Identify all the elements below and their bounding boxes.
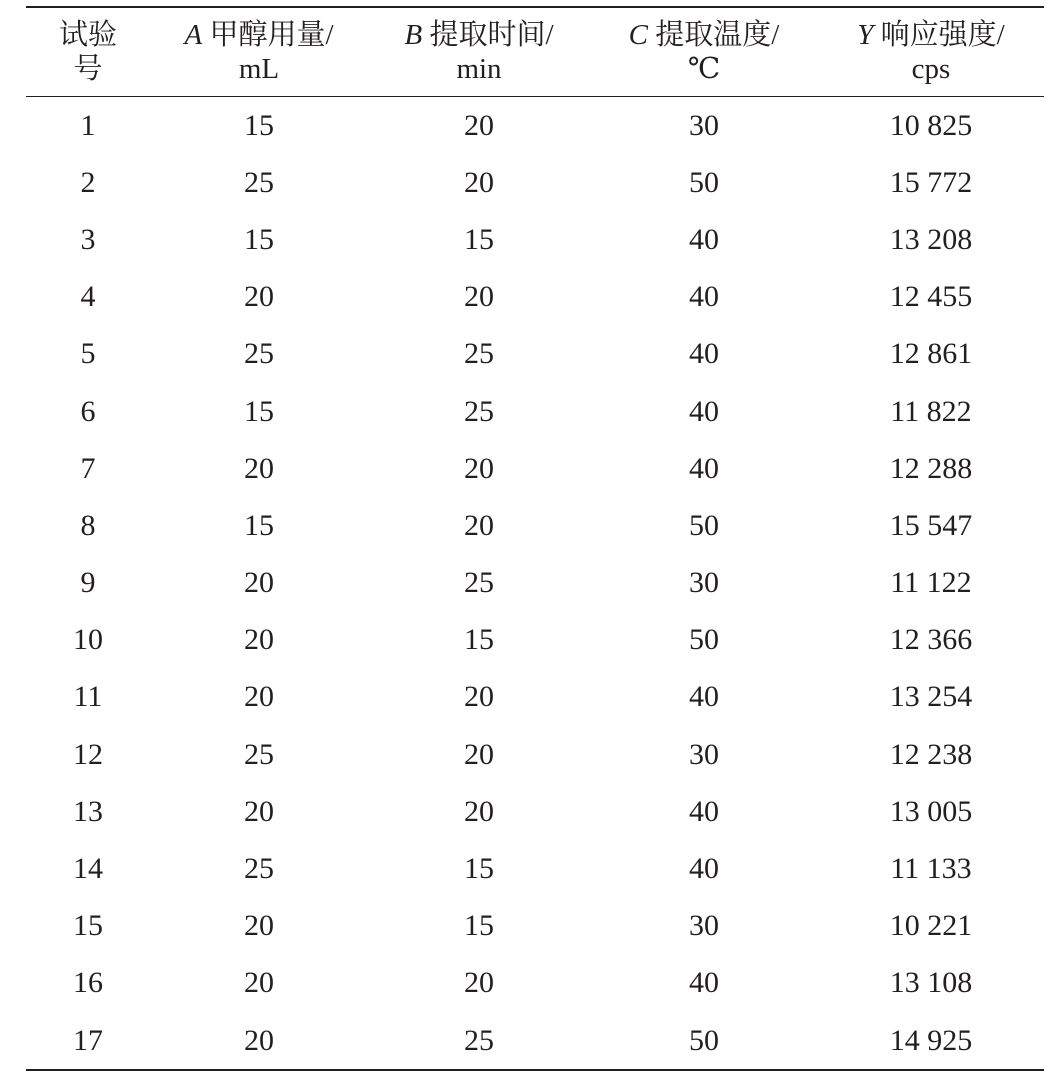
- cell-response-intensity: 13 108: [889, 966, 973, 1000]
- header-name: 提取温度/: [655, 19, 780, 51]
- header-extraction-time: [368, 7, 590, 97]
- cell-trial-number: 3: [80, 222, 96, 256]
- table-row: [26, 383, 1044, 440]
- experiment-table-container: [26, 6, 1044, 1071]
- header-trial-number: [26, 7, 150, 97]
- cell-trial-number: 5: [80, 337, 96, 371]
- cell-extraction-time: 20: [464, 966, 494, 1000]
- cell-trial-number: 7: [80, 451, 96, 485]
- cell-extraction-temperature: 30: [689, 108, 719, 142]
- cell-methanol-volume: 20: [244, 623, 274, 657]
- cell-extraction-temperature: 40: [689, 966, 719, 1000]
- cell-response-intensity: 10 825: [889, 108, 973, 142]
- table-row: [26, 211, 1044, 268]
- cell-extraction-temperature: 40: [689, 280, 719, 314]
- table-row: [26, 555, 1044, 612]
- cell-methanol-volume: 20: [244, 280, 274, 314]
- cell-response-intensity: 11 133: [890, 852, 972, 886]
- header-label: [368, 18, 590, 52]
- cell-extraction-temperature: 40: [689, 852, 719, 886]
- cell-trial-number: 15: [73, 909, 103, 943]
- header-label: [818, 18, 1044, 52]
- table-body: [26, 97, 1044, 1071]
- table-row: [26, 154, 1044, 211]
- cell-methanol-volume: 25: [244, 737, 274, 771]
- header-unit: 号: [73, 53, 103, 85]
- cell-response-intensity: 11 822: [890, 394, 972, 428]
- cell-extraction-temperature: 40: [689, 680, 719, 714]
- header-label: [150, 18, 368, 52]
- cell-extraction-time: 25: [464, 1023, 494, 1057]
- cell-extraction-time: 20: [464, 280, 494, 314]
- cell-methanol-volume: 15: [244, 222, 274, 256]
- table-row: [26, 612, 1044, 669]
- cell-trial-number: 12: [73, 737, 103, 771]
- cell-response-intensity: 13 005: [889, 794, 973, 828]
- cell-response-intensity: 12 366: [889, 623, 973, 657]
- cell-extraction-temperature: 40: [689, 794, 719, 828]
- header-variable: C: [628, 19, 649, 51]
- cell-trial-number: 1: [80, 108, 96, 142]
- cell-extraction-time: 25: [464, 566, 494, 600]
- cell-extraction-temperature: 40: [689, 451, 719, 485]
- cell-extraction-time: 20: [464, 108, 494, 142]
- table-header: [26, 7, 1044, 97]
- cell-extraction-time: 15: [464, 852, 494, 886]
- cell-methanol-volume: 20: [244, 794, 274, 828]
- cell-methanol-volume: 20: [244, 566, 274, 600]
- cell-extraction-time: 25: [464, 394, 494, 428]
- cell-response-intensity: 13 254: [889, 680, 973, 714]
- cell-methanol-volume: 25: [244, 337, 274, 371]
- cell-extraction-temperature: 40: [689, 222, 719, 256]
- header-extraction-temperature: [590, 7, 818, 97]
- cell-extraction-time: 25: [464, 337, 494, 371]
- header-methanol-volume: [150, 7, 368, 97]
- cell-methanol-volume: 20: [244, 1023, 274, 1057]
- cell-response-intensity: 14 925: [889, 1023, 973, 1057]
- cell-response-intensity: 12 861: [889, 337, 973, 371]
- header-label: [26, 18, 150, 52]
- table-row: [26, 783, 1044, 840]
- cell-trial-number: 16: [73, 966, 103, 1000]
- table-row: [26, 669, 1044, 726]
- header-response-intensity: [818, 7, 1044, 97]
- cell-trial-number: 8: [80, 508, 96, 542]
- cell-methanol-volume: 20: [244, 966, 274, 1000]
- experiment-design-table: [26, 6, 1044, 1071]
- cell-methanol-volume: 15: [244, 394, 274, 428]
- header-name: 甲醇用量/: [209, 19, 334, 51]
- table-row: [26, 497, 1044, 554]
- cell-extraction-time: 15: [464, 623, 494, 657]
- cell-extraction-temperature: 30: [689, 737, 719, 771]
- cell-response-intensity: 12 288: [889, 451, 973, 485]
- cell-extraction-time: 20: [464, 737, 494, 771]
- cell-methanol-volume: 25: [244, 852, 274, 886]
- cell-response-intensity: 12 238: [889, 737, 973, 771]
- header-variable: Y: [857, 19, 874, 51]
- table-row: [26, 1012, 1044, 1070]
- header-unit: cps: [911, 53, 951, 85]
- cell-response-intensity: 15 772: [889, 165, 973, 199]
- cell-trial-number: 9: [80, 566, 96, 600]
- cell-extraction-temperature: 40: [689, 337, 719, 371]
- cell-extraction-temperature: 50: [689, 165, 719, 199]
- cell-methanol-volume: 15: [244, 108, 274, 142]
- header-unit: min: [456, 53, 502, 85]
- header-variable: A: [184, 19, 203, 51]
- cell-extraction-time: 20: [464, 794, 494, 828]
- cell-methanol-volume: 20: [244, 451, 274, 485]
- cell-response-intensity: 12 455: [889, 280, 973, 314]
- cell-trial-number: 4: [80, 280, 96, 314]
- cell-response-intensity: 11 122: [890, 566, 972, 600]
- cell-extraction-temperature: 30: [689, 566, 719, 600]
- header-name: 响应强度/: [880, 19, 1005, 51]
- cell-trial-number: 11: [73, 680, 103, 714]
- cell-trial-number: 17: [73, 1023, 103, 1057]
- cell-extraction-temperature: 50: [689, 1023, 719, 1057]
- cell-trial-number: 14: [73, 852, 103, 886]
- cell-response-intensity: 13 208: [889, 222, 973, 256]
- cell-trial-number: 13: [73, 794, 103, 828]
- cell-trial-number: 10: [73, 623, 103, 657]
- cell-extraction-temperature: 50: [689, 623, 719, 657]
- cell-extraction-time: 15: [464, 909, 494, 943]
- cell-methanol-volume: 20: [244, 909, 274, 943]
- table-row: [26, 97, 1044, 155]
- cell-extraction-time: 20: [464, 451, 494, 485]
- header-name: 提取时间/: [429, 19, 554, 51]
- cell-extraction-time: 20: [464, 508, 494, 542]
- cell-methanol-volume: 15: [244, 508, 274, 542]
- cell-trial-number: 6: [80, 394, 96, 428]
- cell-extraction-time: 20: [464, 165, 494, 199]
- header-unit: mL: [238, 53, 280, 85]
- table-row: [26, 726, 1044, 783]
- table-row: [26, 440, 1044, 497]
- cell-trial-number: 2: [80, 165, 96, 199]
- table-row: [26, 955, 1044, 1012]
- header-name: 试验: [58, 19, 117, 51]
- cell-response-intensity: 15 547: [889, 508, 973, 542]
- table-row: [26, 269, 1044, 326]
- cell-extraction-temperature: 30: [689, 909, 719, 943]
- header-unit: ℃: [687, 53, 721, 85]
- header-row: [26, 7, 1044, 97]
- table-row: [26, 840, 1044, 897]
- header-variable: B: [404, 19, 423, 51]
- header-label: [590, 18, 818, 52]
- cell-extraction-temperature: 40: [689, 394, 719, 428]
- table-row: [26, 898, 1044, 955]
- table-row: [26, 326, 1044, 383]
- cell-response-intensity: 10 221: [889, 909, 973, 943]
- cell-methanol-volume: 25: [244, 165, 274, 199]
- cell-extraction-time: 20: [464, 680, 494, 714]
- cell-extraction-temperature: 50: [689, 508, 719, 542]
- cell-extraction-time: 15: [464, 222, 494, 256]
- cell-methanol-volume: 20: [244, 680, 274, 714]
